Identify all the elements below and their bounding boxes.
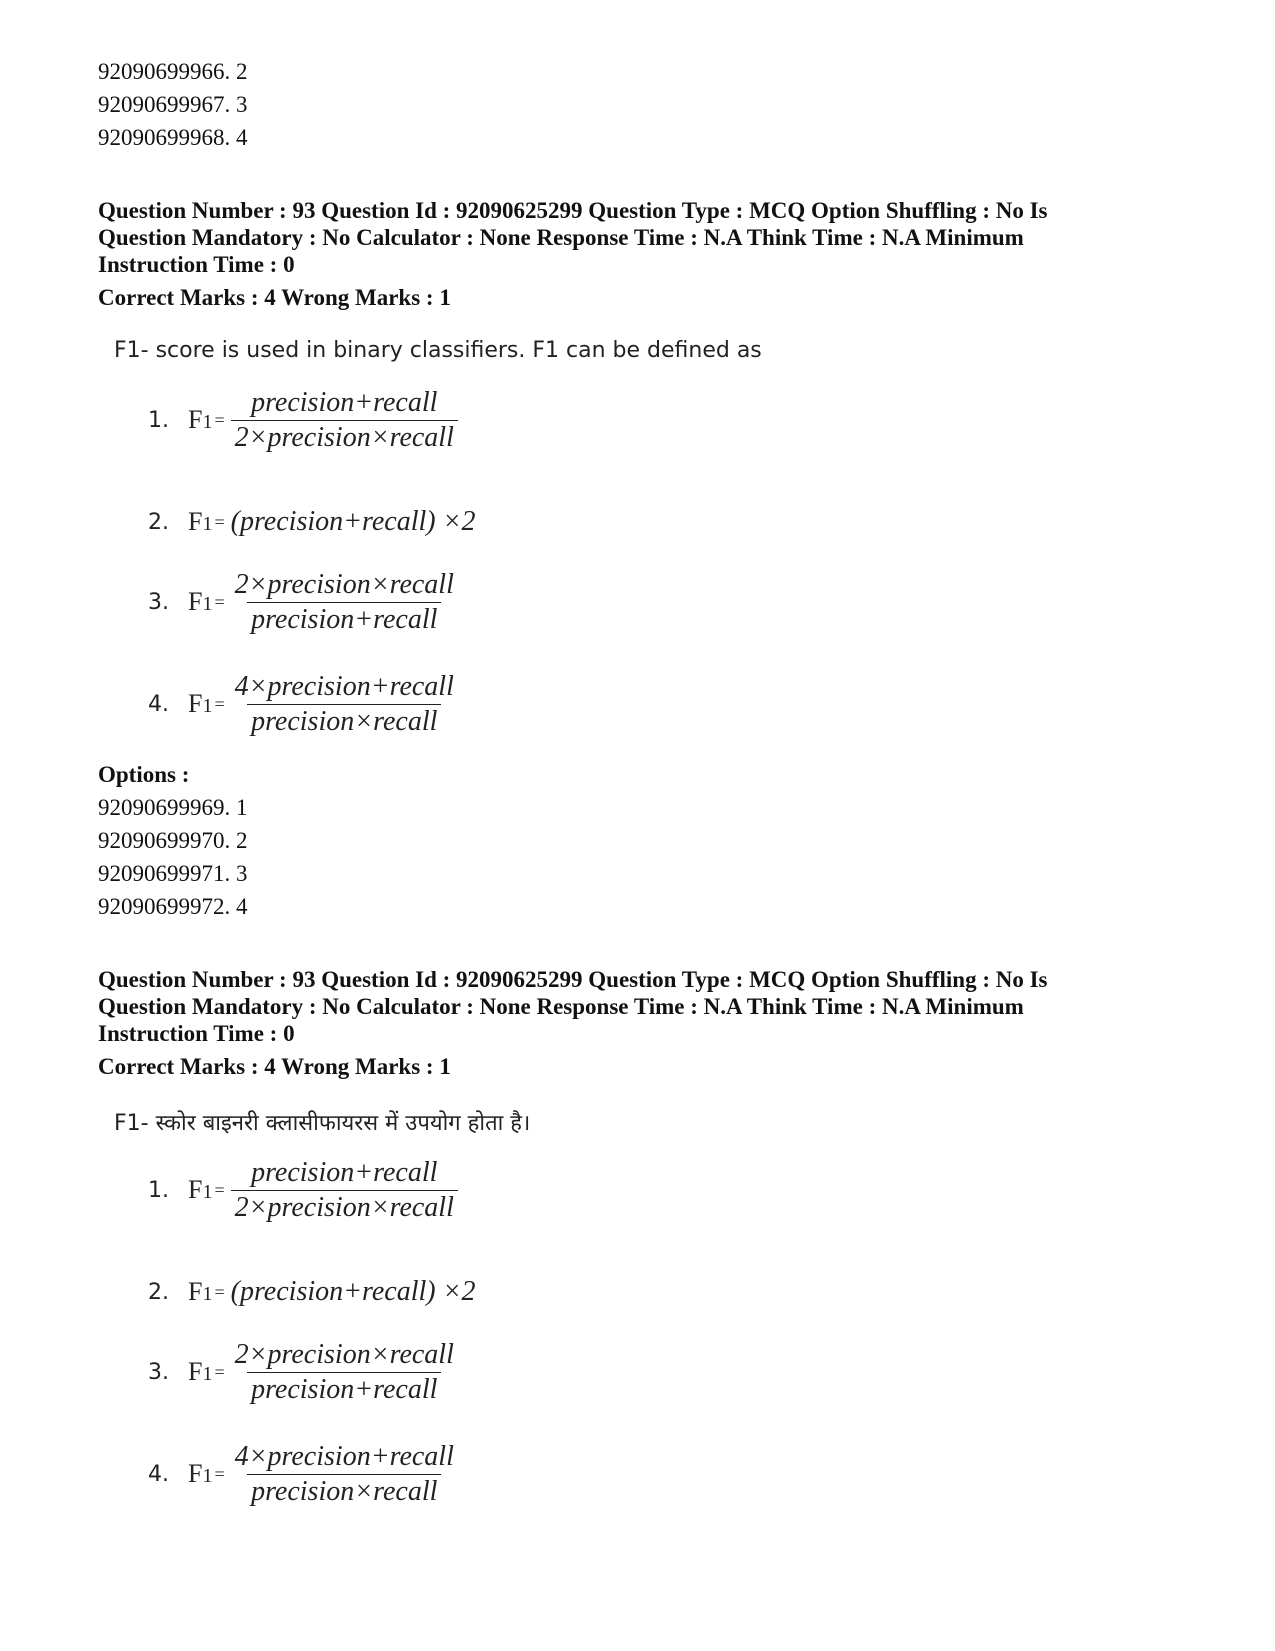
formula-label: F1 xyxy=(188,405,213,434)
formula-equals: = xyxy=(214,511,225,532)
q1-option-3: 92090699971. 3 xyxy=(98,861,248,886)
denominator: precision+recall xyxy=(247,602,441,637)
q1-formula-option-3 xyxy=(148,562,458,642)
q1-header-line2: Question Mandatory : No Calculator : None Response Time : N.A Think Time : N.A Minimum xyxy=(98,225,1024,250)
formula-expression: (precision+recall) ×2 xyxy=(230,506,476,537)
prev-option-3: 92090699968. 4 xyxy=(98,125,248,150)
fraction xyxy=(231,568,458,637)
q2-formula-option-3 xyxy=(148,1332,458,1412)
formula-number: 3. xyxy=(148,1359,169,1385)
q2-header-line2: Question Mandatory : No Calculator : None Response Time : N.A Think Time : N.A Minimum xyxy=(98,994,1024,1019)
q1-formula-option-4 xyxy=(148,664,458,744)
formula-label: F1 xyxy=(188,1357,213,1386)
q1-question-text: F1- score is used in binary classifiers. F1 can be defined as xyxy=(114,338,762,363)
formula-number: 4. xyxy=(148,691,169,717)
formula-number: 2. xyxy=(148,1279,169,1305)
q2-header-line1: Question Number : 93 Question Id : 92090625299 Question Type : MCQ Option Shuffling : No Is xyxy=(98,967,1048,992)
formula-equals: = xyxy=(214,409,225,430)
formula-equals: = xyxy=(214,1463,225,1484)
denominator: precision×recall xyxy=(247,704,441,739)
formula-number: 2. xyxy=(148,509,169,535)
fraction xyxy=(231,1156,458,1225)
fraction xyxy=(231,1338,458,1407)
numerator: 2×precision×recall xyxy=(234,568,454,600)
q2-formula-option-1 xyxy=(148,1150,458,1230)
q2-header-line3: Instruction Time : 0 xyxy=(98,1021,295,1046)
formula-label: F1 xyxy=(188,1277,213,1306)
formula-equals: = xyxy=(214,1281,225,1302)
formula-label: F1 xyxy=(188,587,213,616)
prev-option-2: 92090699967. 3 xyxy=(98,92,248,117)
denominator: 2×precision×recall xyxy=(231,420,458,455)
q1-formula-option-2 xyxy=(148,482,476,562)
denominator: precision+recall xyxy=(247,1372,441,1407)
numerator: 4×precision+recall xyxy=(234,1440,454,1472)
formula-equals: = xyxy=(214,693,225,714)
formula-equals: = xyxy=(214,1179,225,1200)
formula-number: 1. xyxy=(148,407,169,433)
q1-marks: Correct Marks : 4 Wrong Marks : 1 xyxy=(98,285,451,310)
q1-option-1: 92090699969. 1 xyxy=(98,795,248,820)
formula-label: F1 xyxy=(188,1459,213,1488)
fraction xyxy=(231,386,458,455)
formula-equals: = xyxy=(214,591,225,612)
q1-formula-option-1 xyxy=(148,380,458,460)
numerator: 4×precision+recall xyxy=(234,670,454,702)
formula-number: 3. xyxy=(148,589,169,615)
q1-options-label: Options : xyxy=(98,762,190,787)
fraction xyxy=(231,670,458,739)
numerator: 2×precision×recall xyxy=(234,1338,454,1370)
formula-expression: (precision+recall) ×2 xyxy=(230,1276,476,1307)
prev-option-1: 92090699966. 2 xyxy=(98,59,248,84)
q1-header-line1: Question Number : 93 Question Id : 92090625299 Question Type : MCQ Option Shuffling : No Is xyxy=(98,198,1048,223)
formula-label: F1 xyxy=(188,689,213,718)
numerator: precision+recall xyxy=(251,386,438,418)
denominator: 2×precision×recall xyxy=(231,1190,458,1225)
q2-marks: Correct Marks : 4 Wrong Marks : 1 xyxy=(98,1054,451,1079)
q1-option-4: 92090699972. 4 xyxy=(98,894,248,919)
q1-option-2: 92090699970. 2 xyxy=(98,828,248,853)
formula-label: F1 xyxy=(188,1175,213,1204)
formula-number: 4. xyxy=(148,1461,169,1487)
formula-label: F1 xyxy=(188,507,213,536)
fraction xyxy=(231,1440,458,1509)
numerator: precision+recall xyxy=(251,1156,438,1188)
q2-formula-option-2 xyxy=(148,1252,476,1332)
q2-question-text: F1- स्कोर बाइनरी क्लासीफायरस में उपयोग होता है। xyxy=(114,1111,531,1136)
formula-equals: = xyxy=(214,1361,225,1382)
denominator: precision×recall xyxy=(247,1474,441,1509)
q1-header-line3: Instruction Time : 0 xyxy=(98,252,295,277)
formula-number: 1. xyxy=(148,1177,169,1203)
q2-formula-option-4 xyxy=(148,1434,458,1514)
